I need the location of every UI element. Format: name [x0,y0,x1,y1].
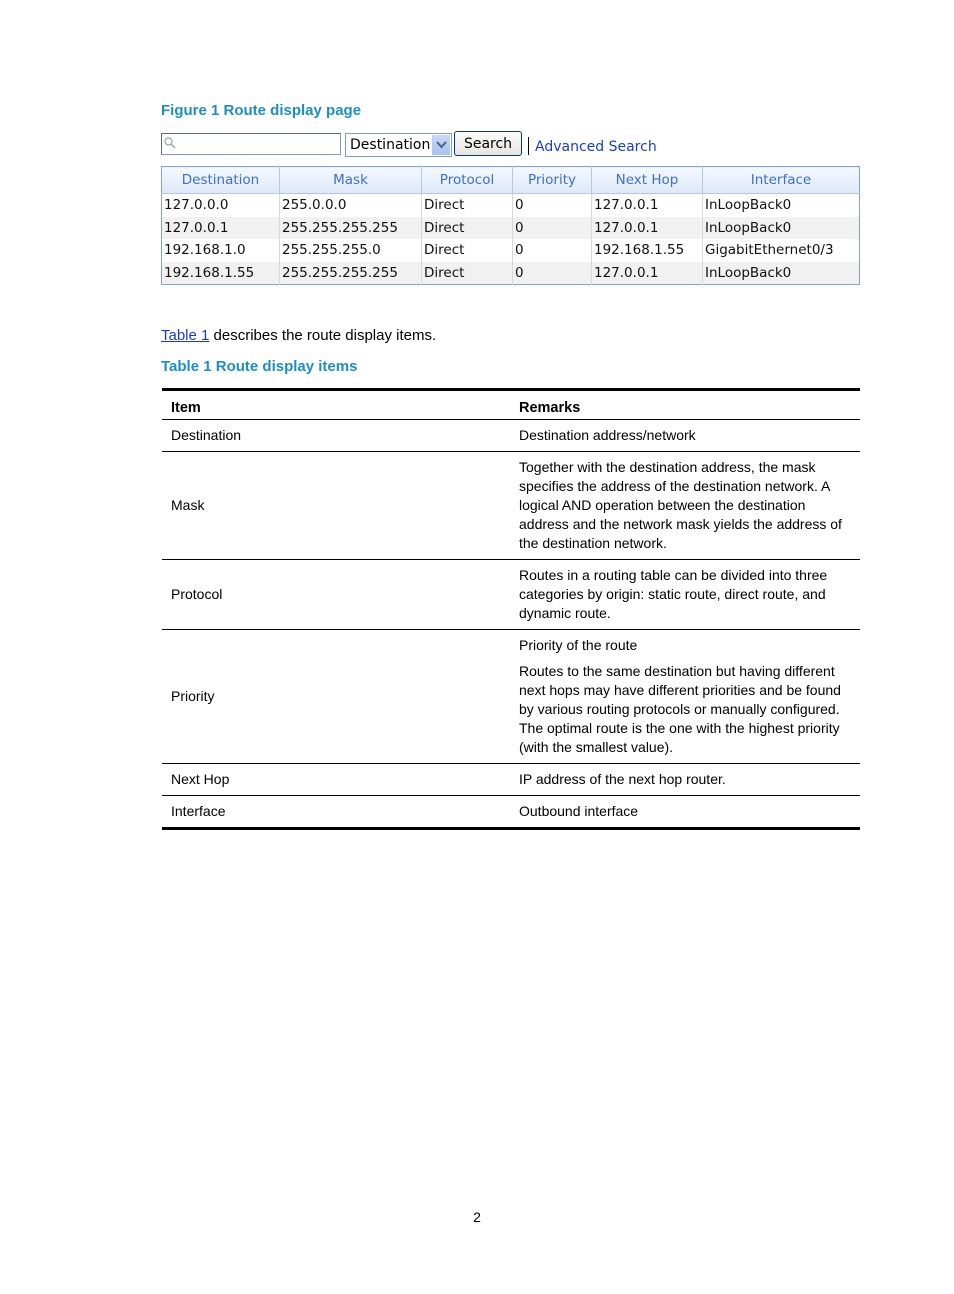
table-row [162,560,860,630]
table-caption: Table 1 Route display items [161,358,358,375]
intro-paragraph [161,327,436,344]
cell-destination: 192.168.1.55 [162,262,280,285]
item-remarks [510,796,860,829]
table-row [162,764,860,796]
item-name: Destination [162,420,510,452]
remark-paragraph: Destination address/network [519,427,696,443]
cell-interface: InLoopBack0 [703,262,860,285]
cell-interface: InLoopBack0 [703,217,860,240]
table-row [162,420,860,452]
cell-next-hop: 127.0.0.1 [592,194,703,217]
cell-interface: InLoopBack0 [703,194,860,217]
cell-mask: 255.0.0.0 [280,194,422,217]
table-row [162,630,860,764]
cell-mask: 255.255.255.255 [280,217,422,240]
cell-protocol: Direct [422,239,513,262]
cell-next-hop: 127.0.0.1 [592,262,703,285]
cell-protocol: Direct [422,262,513,285]
cell-next-hop: 192.168.1.55 [592,239,703,262]
item-name: Next Hop [162,764,510,796]
search-field-select[interactable] [345,133,452,157]
remark-paragraph: Together with the destination address, the mask specifies the address of the destination network. A logical AND operation between the destination address and the network mask yields the address of the destination network. [519,459,842,551]
table-row [162,452,860,560]
header-item: Item [162,390,510,420]
route-table [161,166,860,285]
cell-destination: 192.168.1.0 [162,239,280,262]
page-number: 2 [473,1209,481,1225]
column-header-destination[interactable]: Destination [162,167,280,194]
item-name: Protocol [162,560,510,630]
table-row[interactable] [162,239,860,262]
figure-caption: Figure 1 Route display page [161,102,362,119]
cell-next-hop: 127.0.0.1 [592,217,703,240]
route-table-header [162,167,860,194]
cell-mask: 255.255.255.255 [280,262,422,285]
intro-text: describes the route display items. [209,327,437,344]
remark-paragraph: Priority of the route [519,637,638,653]
item-name: Mask [162,452,510,560]
cell-priority: 0 [513,217,592,240]
column-header-next-hop[interactable]: Next Hop [592,167,703,194]
remark-paragraph: Routes in a routing table can be divided into three categories by origin: static route, direct route, and dynamic route. [519,567,828,621]
toolbar-separator [528,137,529,155]
remark-paragraph: IP address of the next hop router. [519,771,726,787]
column-header-protocol[interactable]: Protocol [422,167,513,194]
cell-protocol: Direct [422,194,513,217]
cell-priority: 0 [513,262,592,285]
advanced-search-link[interactable]: Advanced Search [535,139,657,155]
item-remarks [510,452,860,560]
column-header-interface[interactable]: Interface [703,167,860,194]
table-row[interactable] [162,262,860,285]
cell-destination: 127.0.0.0 [162,194,280,217]
cell-priority: 0 [513,239,592,262]
table-1-link[interactable]: Table 1 [161,327,210,344]
search-input[interactable] [161,133,341,155]
item-remarks [510,560,860,630]
items-table-header [162,390,860,420]
search-field-select-value: Destination [350,137,431,153]
cell-mask: 255.255.255.0 [280,239,422,262]
chevron-down-icon [436,140,447,149]
column-header-priority[interactable]: Priority [513,167,592,194]
magnifier-icon [164,137,176,149]
item-name: Priority [162,630,510,764]
cell-destination: 127.0.0.1 [162,217,280,240]
search-button[interactable]: Search [454,131,522,156]
cell-interface: GigabitEthernet0/3 [703,239,860,262]
remark-paragraph: Routes to the same destination but having different next hops may have different priorities and be found by various routing protocols or manually configured. The optimal route is the one with the highest priority (with the smallest value). [519,663,841,755]
item-name: Interface [171,803,226,819]
column-header-mask[interactable]: Mask [280,167,422,194]
item-remarks [510,630,860,764]
item-remarks [510,420,860,452]
table-row[interactable] [162,217,860,240]
remark-paragraph: Outbound interface [519,803,639,819]
header-remarks: Remarks [510,390,860,420]
item-remarks [510,764,860,796]
route-items-table [162,388,860,830]
cell-priority: 0 [513,194,592,217]
search-text-field[interactable] [178,135,338,153]
table-row[interactable] [162,194,860,217]
dropdown-arrow-button[interactable] [432,135,450,155]
table-row [162,796,860,829]
cell-protocol: Direct [422,217,513,240]
